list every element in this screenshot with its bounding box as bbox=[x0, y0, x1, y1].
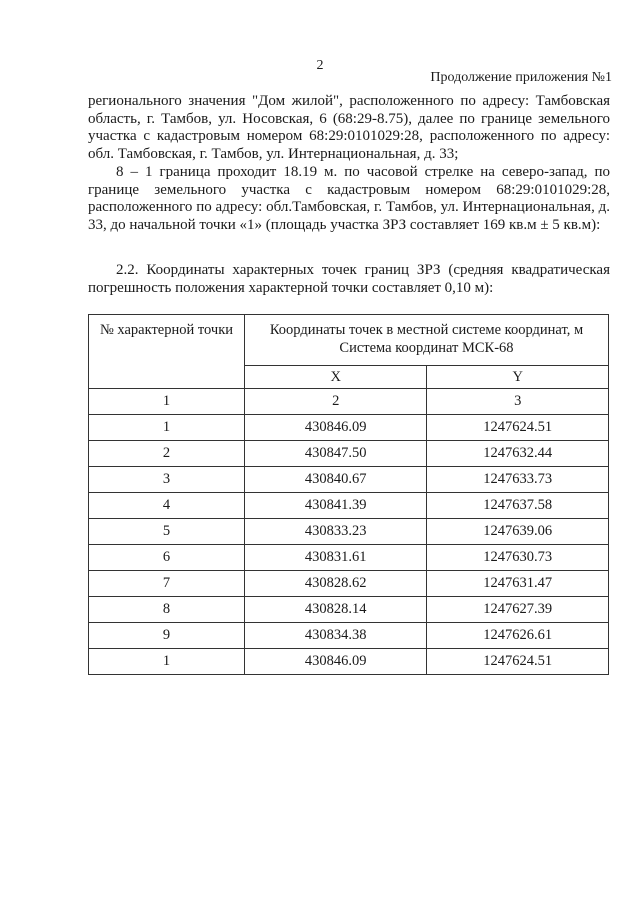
point-number-cell: 1 bbox=[89, 415, 245, 441]
table-row bbox=[89, 493, 609, 519]
numbering-cell: 1 bbox=[89, 389, 245, 415]
table-row bbox=[89, 649, 609, 675]
y-coordinate-cell: 1247624.51 bbox=[427, 415, 609, 441]
y-coordinate-cell: 1247624.51 bbox=[427, 649, 609, 675]
table-row bbox=[89, 623, 609, 649]
point-number-cell: 5 bbox=[89, 519, 245, 545]
coordinates-header bbox=[244, 315, 608, 366]
point-number-cell: 7 bbox=[89, 571, 245, 597]
x-coordinate-cell: 430834.38 bbox=[244, 623, 426, 649]
x-coordinate-cell: 430846.09 bbox=[244, 415, 426, 441]
point-number-cell: 1 bbox=[89, 649, 245, 675]
y-coordinate-cell: 1247631.47 bbox=[427, 571, 609, 597]
coordinates-header-line1: Координаты точек в местной системе координат, м bbox=[269, 322, 584, 338]
y-coordinate-cell: 1247633.73 bbox=[427, 467, 609, 493]
y-header: Y bbox=[427, 366, 609, 389]
x-coordinate-cell: 430831.61 bbox=[244, 545, 426, 571]
x-coordinate-cell: 430847.50 bbox=[244, 441, 426, 467]
page-number: 2 bbox=[316, 58, 324, 73]
point-number-cell: 9 bbox=[89, 623, 245, 649]
paragraph-boundary: 8 – 1 граница проходит 18.19 м. по часовой стрелке на северо-запад, по границе земельного участка с кадастровым номером 68:29:0101029:28, расположенного по адресу: обл.Тамбовская, г. Тамбов, ул. Интернациональная, д. 33, до начальной точки «1» (площадь участка ЗРЗ составляет 169 кв.м ± 5 кв.м): bbox=[88, 164, 610, 233]
point-number-cell: 6 bbox=[89, 545, 245, 571]
paragraph-address: регионального значения "Дом жилой", расположенного по адресу: Тамбовская область, г. Тамбов, ул. Носовская, 6 (68:29-8.75), далее по границе земельного участка с кадастровым номером 68:29:0101029:28, расположенного по адресу: обл. Тамбовская, г. Тамбов, ул. Интернациональная, д. 33; bbox=[88, 93, 610, 162]
x-coordinate-cell: 430833.23 bbox=[244, 519, 426, 545]
numbering-cell: 3 bbox=[427, 389, 609, 415]
point-number-cell: 8 bbox=[89, 597, 245, 623]
x-coordinate-cell: 430841.39 bbox=[244, 493, 426, 519]
y-coordinate-cell: 1247630.73 bbox=[427, 545, 609, 571]
table-row bbox=[89, 545, 609, 571]
y-coordinate-cell: 1247627.39 bbox=[427, 597, 609, 623]
coordinates-rows bbox=[89, 415, 609, 675]
table-row bbox=[89, 571, 609, 597]
x-coordinate-cell: 430828.62 bbox=[244, 571, 426, 597]
y-coordinate-cell: 1247632.44 bbox=[427, 441, 609, 467]
x-coordinate-cell: 430846.09 bbox=[244, 649, 426, 675]
table-row bbox=[89, 597, 609, 623]
y-coordinate-cell: 1247626.61 bbox=[427, 623, 609, 649]
x-header: X bbox=[244, 366, 426, 389]
numbering-row bbox=[89, 389, 609, 415]
appendix-note: Продолжение приложения №1 bbox=[430, 70, 612, 85]
point-number-cell: 4 bbox=[89, 493, 245, 519]
y-coordinate-cell: 1247637.58 bbox=[427, 493, 609, 519]
coordinates-header-line2: Система координат МСК-68 bbox=[339, 340, 514, 356]
point-number-header: № характерной точки bbox=[89, 315, 245, 389]
y-coordinate-cell: 1247639.06 bbox=[427, 519, 609, 545]
x-coordinate-cell: 430840.67 bbox=[244, 467, 426, 493]
table-row bbox=[89, 441, 609, 467]
paragraph-coordinates-intro: 2.2. Координаты характерных точек границ ЗРЗ (средняя квадратическая погрешность положения характерной точки составляет 0,10 м): bbox=[88, 262, 610, 296]
coordinates-table bbox=[88, 314, 609, 675]
x-coordinate-cell: 430828.14 bbox=[244, 597, 426, 623]
point-number-cell: 3 bbox=[89, 467, 245, 493]
point-number-cell: 2 bbox=[89, 441, 245, 467]
numbering-cell: 2 bbox=[244, 389, 426, 415]
table-row bbox=[89, 415, 609, 441]
table-row bbox=[89, 467, 609, 493]
table-row bbox=[89, 519, 609, 545]
